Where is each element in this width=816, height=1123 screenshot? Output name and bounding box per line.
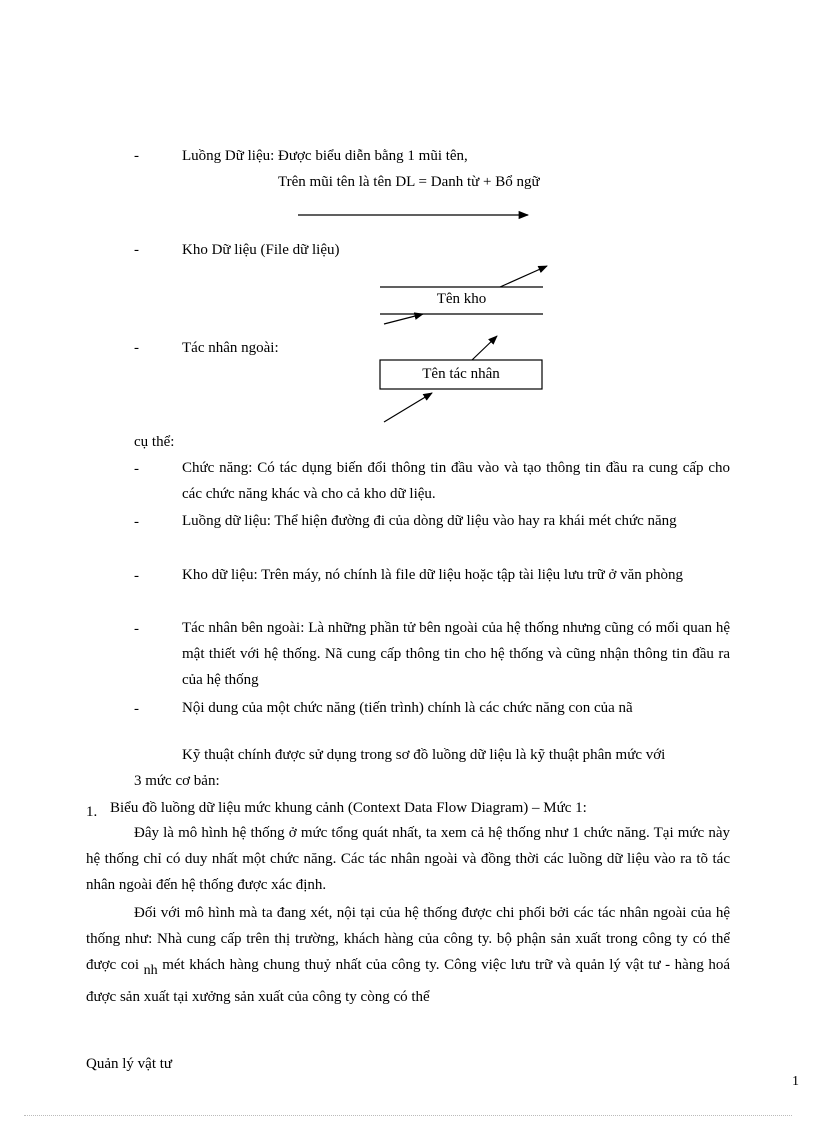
section-number: 1. (86, 804, 98, 820)
bullet: - (134, 621, 139, 637)
footer-divider (24, 1115, 792, 1116)
external-agent-out-arrow (472, 336, 497, 360)
bullet: - (134, 461, 139, 477)
data-store-label: Tên kho (436, 291, 487, 307)
detail-data-flow: Luồng dữ liệu: Thể hiện đường đi của dòng dữ liệu vào hay ra khái mét chức năng (182, 513, 677, 529)
page-number: 1 (792, 1074, 799, 1089)
section-para-1: Đây là mô hình hệ thống ở mức tổng quát nhất, ta xem cả hệ thống như 1 chức năng. Tại mức này hệ thống chỉ có duy nhất một chức năng. Các tác nhân ngoài và đồng thời các luồng dữ liệu vào ra tõ tác nhân ngoài đến hệ thống được xác định. (86, 825, 730, 893)
bullet-external-agent: - (134, 340, 139, 356)
detail-data-store: Kho dữ liệu: Trên máy, nó chính là file dữ liệu hoặc tập tài liệu lưu trữ ở văn phòng (182, 567, 684, 583)
detail-function: Chức năng: Có tác dụng biến đổi thông tin đầu vào và tạo thông tin đầu ra cung cấp cho các chức năng khác và cho cả kho dữ liệu. (182, 460, 730, 502)
bullet-data-store: - (134, 242, 139, 258)
detail-process-content: Nội dung của một chức năng (tiến trình) chính là các chức năng con của nã (182, 700, 633, 716)
section-heading: Biểu đồ luồng dữ liệu mức khung cảnh (Context Data Flow Diagram) – Mức 1: (110, 800, 587, 816)
para2-part2: mét khách hàng chung thuỷ nhất của công ty. Công việc lưu trữ và quản lý vật tư - hàng hoá được sản xuất tại xưởng sản xuất của công ty còng có thể (86, 957, 731, 1005)
technique-line1: Kỹ thuật chính được sử dụng trong sơ đồ luồng dữ liệu là kỹ thuật phân mức với (182, 747, 666, 763)
bullet: - (134, 568, 139, 584)
data-store-title: Kho Dữ liệu (File dữ liệu) (182, 242, 340, 258)
bullet-data-flow: - (134, 148, 139, 164)
section-para-2 (86, 900, 730, 1010)
bullet: - (134, 701, 139, 717)
external-agent-label: Tên tác nhân (422, 366, 500, 382)
data-flow-title: Luồng Dữ liệu: Được biểu diễn bằng 1 mũi tên, (182, 148, 468, 164)
details-intro: cụ thể: (134, 434, 175, 450)
data-store-in-arrow (384, 314, 423, 324)
detail-external-agent: Tác nhân bên ngoài: Là những phần tử bên ngoài của hệ thống nhưng cũng có mối quan hệ mật thiết với hệ thống. Nã cung cấp thông tin cho hệ thống và cũng nhận thông tin đầu ra của hệ thống (182, 620, 730, 688)
external-agent-in-arrow (384, 393, 432, 422)
footer-title: Quản lý vật tư (86, 1056, 173, 1072)
para2-sub: nh (143, 963, 158, 978)
external-agent-title: Tác nhân ngoài: (182, 340, 279, 356)
data-store-out-arrow (500, 266, 547, 287)
data-flow-note: Trên mũi tên là tên DL = Danh từ + Bổ ngữ (278, 174, 540, 190)
technique-line2: 3 mức cơ bản: (134, 773, 220, 789)
para2-part1: Đối với mô hình mà ta đang xét, nội tại của hệ thống được chi phối bởi các tác nhân ngoài của hệ thống như: Nhà cung cấp trên thị trường, khách hàng của công ty. bộ phận sản xuất trong công ty có thể được coi (86, 905, 730, 973)
bullet: - (134, 514, 139, 530)
